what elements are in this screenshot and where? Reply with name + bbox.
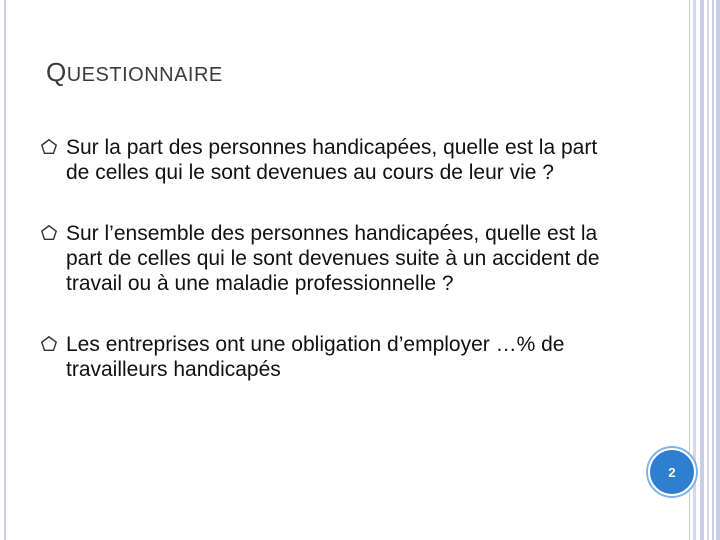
bullet-item <box>40 221 620 296</box>
bullet-text: Sur l’ensemble des personnes handicapées, quelle est la part de celles qui le sont devenues suite à un accident de travail ou à une maladie professionnelle ? <box>66 222 600 295</box>
bullet-text: Les entreprises ont une obligation d’employer …% de travailleurs handicapés <box>66 333 565 381</box>
page-number: 2 <box>668 464 676 480</box>
hollow-pentagon-bullet-icon <box>40 224 58 242</box>
bullet-item <box>40 135 620 185</box>
slide-title-rest: UESTIONNAIRE <box>66 64 223 86</box>
left-border-line <box>4 0 6 540</box>
bullet-list <box>40 135 620 382</box>
page-number-badge <box>648 448 696 496</box>
bullet-text: Sur la part des personnes handicapées, quelle est la part de celles qui le sont devenues au cours de leur vie ? <box>66 136 598 184</box>
slide-title-initial: Q <box>46 57 67 87</box>
bullet-item <box>40 332 620 382</box>
hollow-pentagon-bullet-icon <box>40 335 58 353</box>
hollow-pentagon-bullet-icon <box>40 138 58 156</box>
slide-title <box>46 52 223 89</box>
